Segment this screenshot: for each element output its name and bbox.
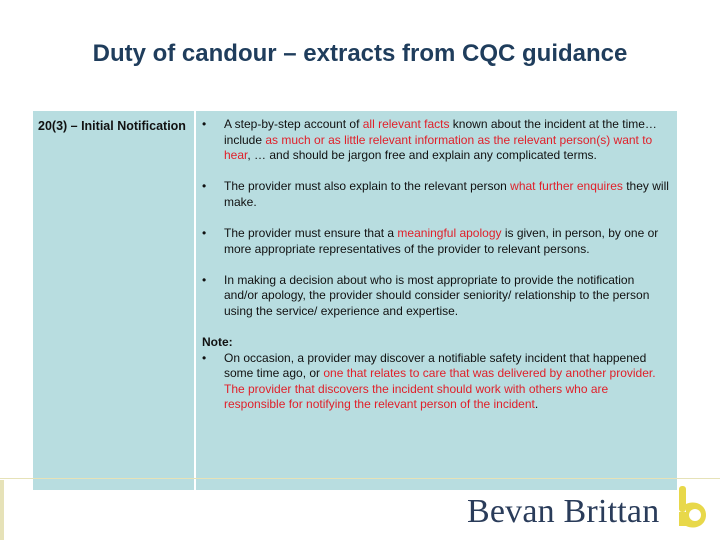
guidance-bullet bbox=[202, 179, 671, 210]
bullet-dot: • bbox=[202, 117, 207, 131]
footer-divider bbox=[0, 478, 720, 479]
note-text bbox=[224, 351, 671, 413]
bevan-brittan-b-icon bbox=[676, 484, 710, 530]
bullet-dot: • bbox=[202, 179, 207, 194]
guidance-table bbox=[32, 110, 678, 491]
guidance-bullet bbox=[202, 117, 671, 164]
guidance-bullet bbox=[202, 226, 671, 257]
note-text-segment: one that relates to care that was delivered by another provider. The provider that discovers the incident should work with others who are responsible for notifying the relevant person of the incident bbox=[224, 366, 656, 412]
bullet-text-segment: all relevant facts bbox=[362, 117, 450, 131]
bullet-text bbox=[224, 179, 671, 210]
note-bullet bbox=[202, 351, 671, 413]
bullet-text-segment: A step-by-step account of bbox=[224, 117, 363, 131]
note-text-segment: On occasion, a provider may discover a notifiable safety incident that happened some time ago, or bbox=[224, 350, 647, 381]
company-logo-text: Bevan Brittan bbox=[467, 493, 660, 530]
bullet-list bbox=[202, 117, 671, 319]
bullet-text-segment: what further enquires bbox=[510, 179, 623, 194]
guidance-bullet bbox=[202, 273, 671, 320]
note-label: Note: bbox=[202, 334, 233, 349]
bullet-text-segment: The provider must ensure that a bbox=[224, 225, 398, 240]
bullet-text bbox=[224, 226, 671, 257]
bullet-text-segment: they will make. bbox=[224, 179, 669, 209]
bullet-text-segment: known about the incident at the time… include bbox=[224, 117, 657, 147]
bullet-dot: • bbox=[202, 272, 207, 287]
bullet-dot: • bbox=[202, 225, 207, 240]
bullet-text bbox=[224, 273, 671, 320]
footer-accent-bar bbox=[0, 480, 4, 540]
guidance-content bbox=[196, 111, 677, 490]
bullet-text-segment: meaningful apology bbox=[397, 225, 502, 240]
bullet-text-segment: , … and should be jargon free and explain any complicated terms. bbox=[247, 148, 597, 163]
bullet-text-segment: is given, in person, by one or more appropriate representatives of the provider to relevant persons. bbox=[224, 225, 659, 256]
note-text-segment: . bbox=[534, 397, 539, 412]
bullet-text bbox=[224, 117, 671, 164]
bullet-dot: • bbox=[202, 350, 207, 365]
bullet-text-segment: as much or as little relevant information as the relevant person(s) want to hear bbox=[224, 132, 653, 163]
section-label: 20(3) – Initial Notification bbox=[33, 111, 196, 490]
slide-title: Duty of candour – extracts from CQC guidance bbox=[92, 40, 628, 67]
note-block bbox=[202, 335, 671, 413]
bullet-text-segment: In making a decision about who is most appropriate to provide the notification and/or apology, the provider should consider seniority/ relationship to the person using the service/ experience and expertise. bbox=[224, 272, 650, 318]
bullet-text-segment: The provider must also explain to the relevant person bbox=[224, 179, 511, 194]
